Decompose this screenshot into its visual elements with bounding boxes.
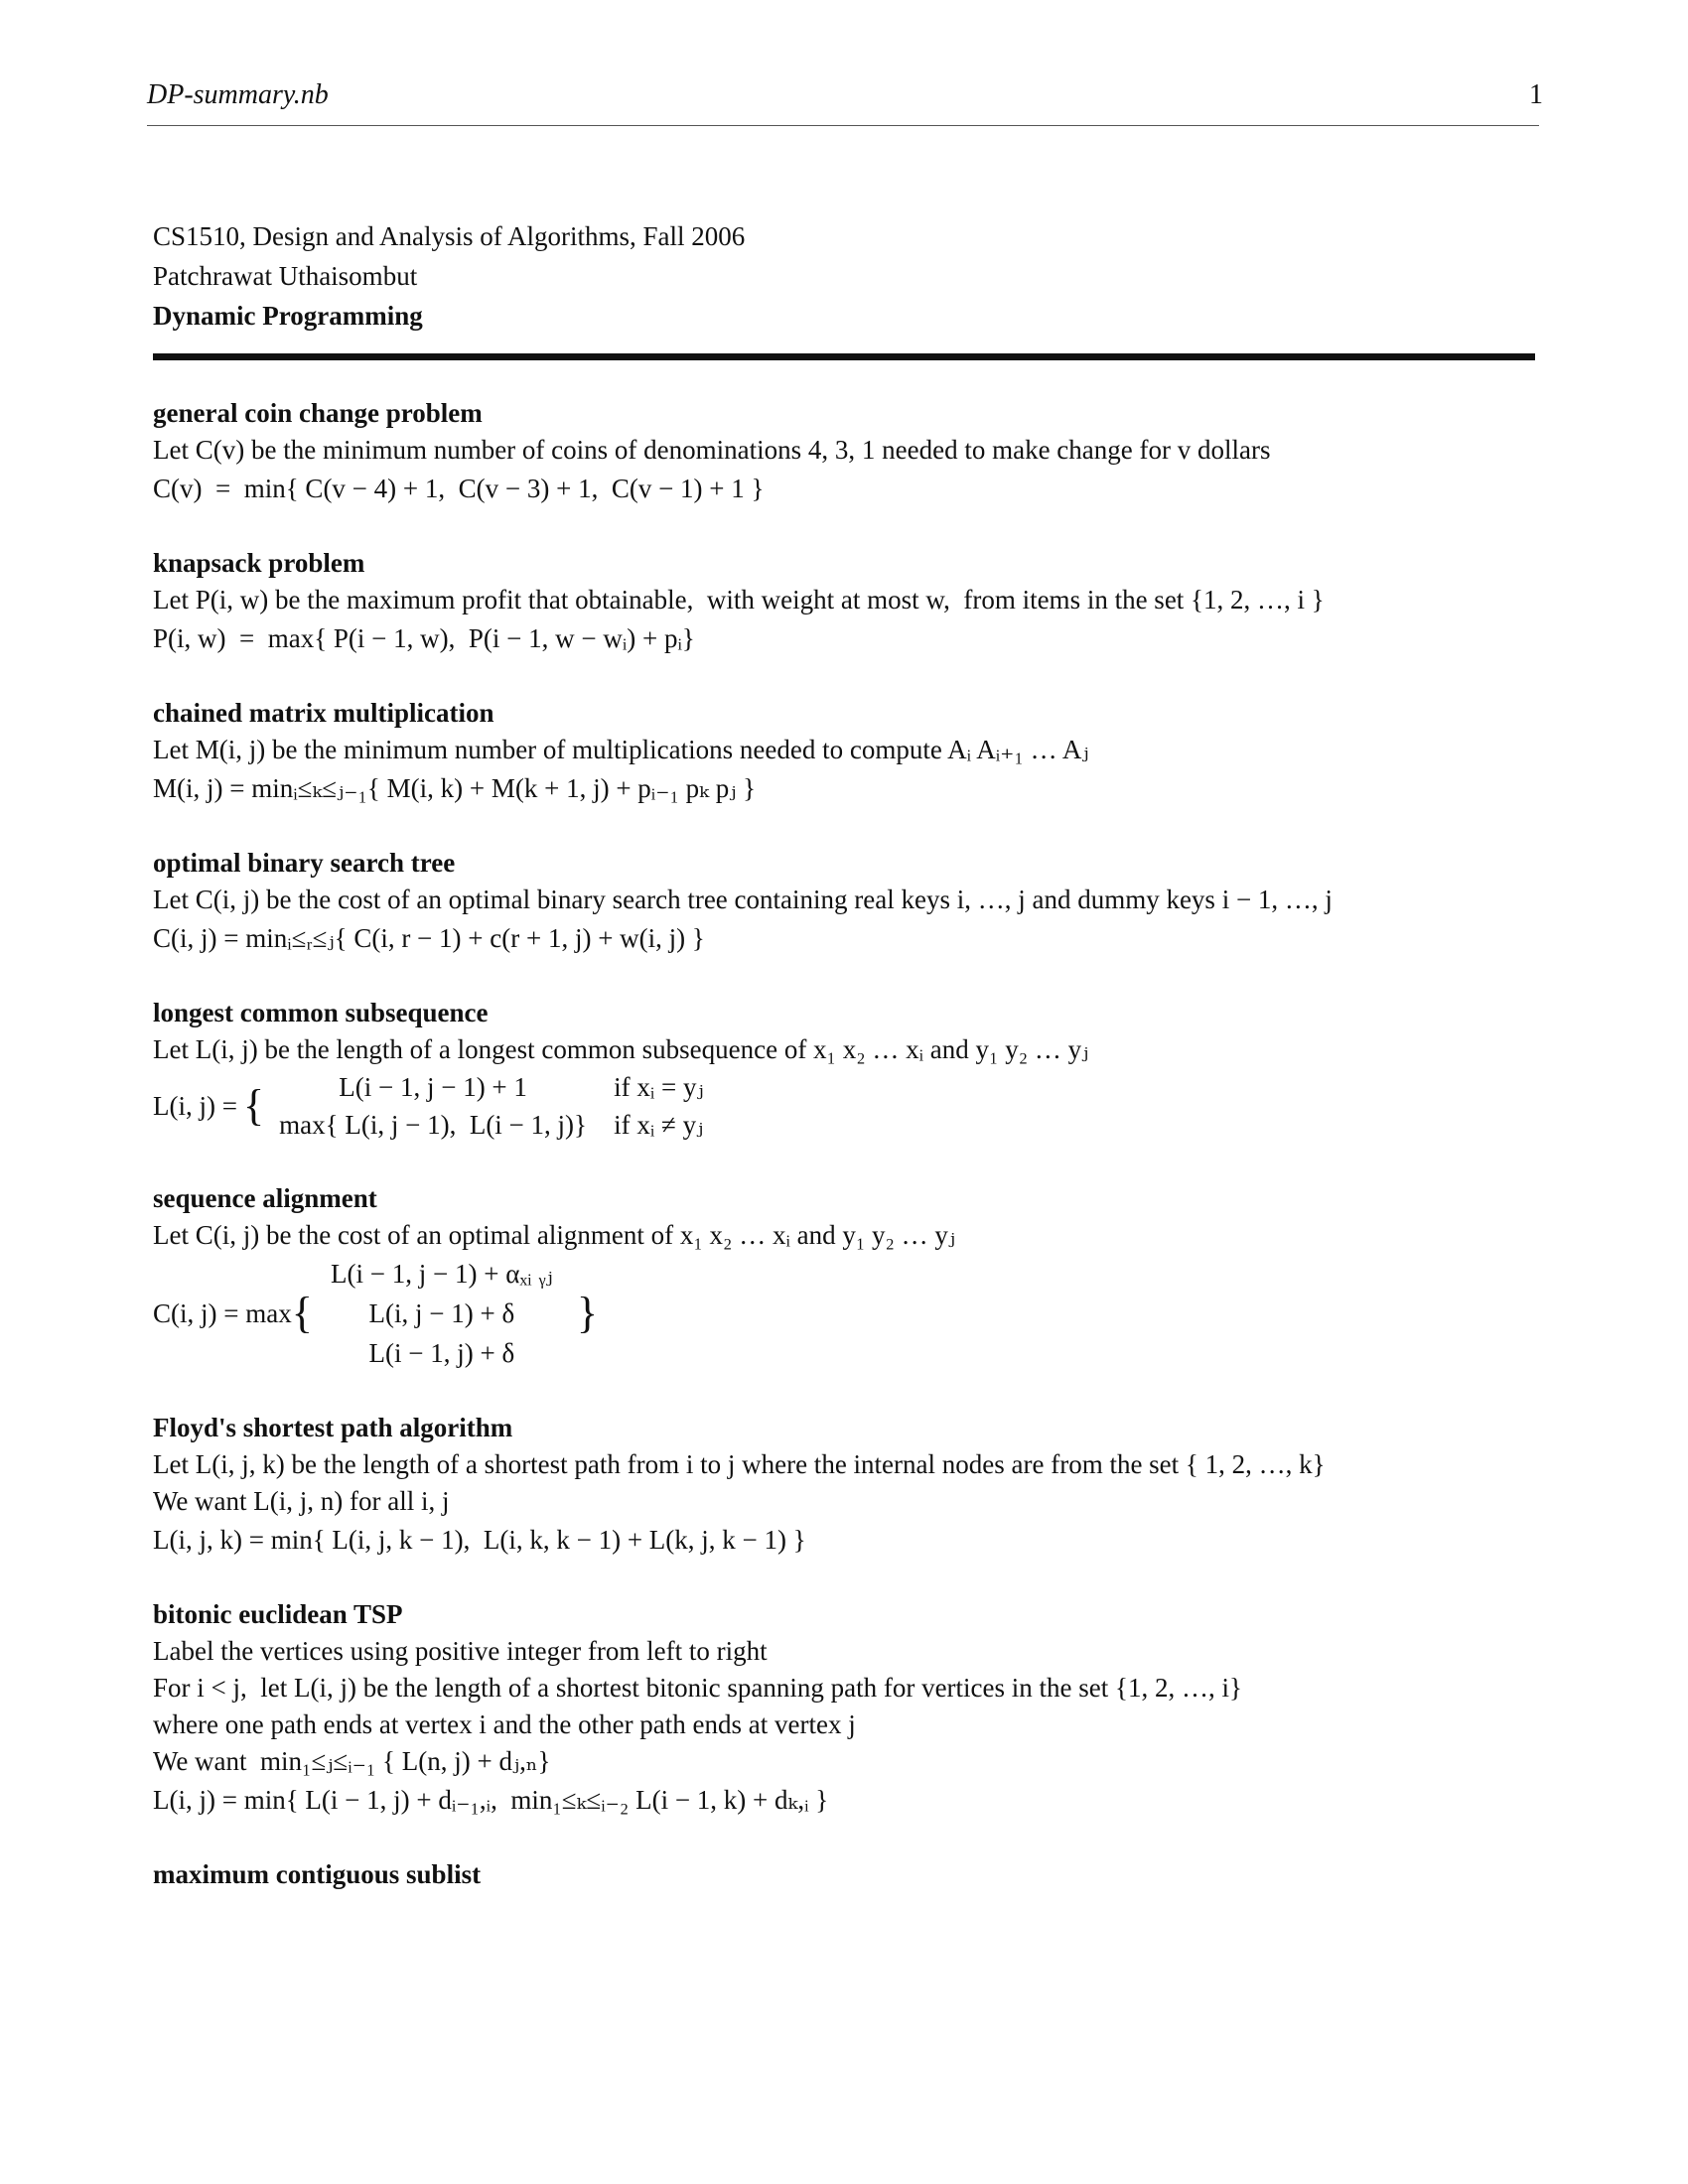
section-title: optimal binary search tree <box>153 848 456 878</box>
case-condition: if xᵢ ≠ yⱼ <box>614 1110 704 1140</box>
section-title: maximum contiguous sublist <box>153 1859 482 1889</box>
header-title: DP-summary.nb <box>147 79 329 110</box>
title-divider <box>153 353 1535 360</box>
formula-lhs: C(i, j) = max <box>153 1297 292 1328</box>
left-brace: { <box>291 1289 313 1337</box>
section-title: knapsack problem <box>153 548 365 578</box>
section-title: Floyd's shortest path algorithm <box>153 1413 513 1442</box>
document-body <box>153 395 1543 1930</box>
alignment-option: L(i − 1, j − 1) + αₓᵢ ᵧⱼ <box>331 1259 553 1289</box>
definition-text: Let C(i, j) be the cost of an optimal alignment of x₁ x₂ … xᵢ and y₁ y₂ … yⱼ <box>153 1220 956 1250</box>
definition-text: Let C(v) be the minimum number of coins of denominations 4, 3, 1 needed to make change for v dollars <box>153 435 1271 465</box>
section-title: chained matrix multiplication <box>153 698 494 728</box>
description-line: Label the vertices using positive integer from left to right <box>153 1636 768 1666</box>
case-row <box>264 1106 704 1144</box>
case-expression: max{ L(i, j − 1), L(i − 1, j)} <box>279 1110 587 1140</box>
left-brace: { <box>242 1081 265 1130</box>
alignment-options <box>313 1254 571 1373</box>
section-matrix-chain <box>153 695 1543 808</box>
section-floyd <box>153 1410 1543 1560</box>
page-number: 1 <box>1529 79 1543 110</box>
description-line: where one path ends at vertex i and the other path ends at vertex j <box>153 1709 856 1739</box>
definition-text: Let C(i, j) be the cost of an optimal binary search tree containing real keys i, …, j and dummy keys i − 1, …, j <box>153 885 1333 914</box>
section-bitonic-tsp <box>153 1596 1543 1820</box>
section-optimal-bst <box>153 845 1543 958</box>
section-title: longest common subsequence <box>153 998 489 1027</box>
case-condition: if xᵢ = yⱼ <box>614 1072 704 1102</box>
definition-text: Let L(i, j, k) be the length of a shortest path from i to j where the internal nodes are from the set { 1, 2, …, k} <box>153 1449 1326 1479</box>
section-max-sublist <box>153 1856 1543 1893</box>
recurrence-formula: L(i, j) = min{ L(i − 1, j) + dᵢ₋₁,ᵢ, min₁≤ₖ≤ᵢ₋₂ L(i − 1, k) + dₖ,ᵢ } <box>153 1785 829 1815</box>
case-row <box>264 1068 704 1106</box>
alignment-formula <box>153 1254 1543 1373</box>
goal-text: We want min₁≤ⱼ≤ᵢ₋₁ { L(n, j) + dⱼ,ₙ} <box>153 1746 551 1776</box>
section-sequence-alignment <box>153 1180 1543 1373</box>
definition-text: For i < j, let L(i, j) be the length of a shortest bitonic spanning path for vertices in the set {1, 2, …, i} <box>153 1673 1242 1703</box>
author-name: Patchrawat Uthaisombut <box>153 261 418 291</box>
recurrence-formula: C(i, j) = minᵢ≤ᵣ≤ⱼ{ C(i, r − 1) + c(r + 1, j) + w(i, j) } <box>153 923 705 953</box>
section-title: bitonic euclidean TSP <box>153 1599 403 1629</box>
definition-text: Let M(i, j) be the minimum number of multiplications needed to compute Aᵢ Aᵢ₊₁ … Aⱼ <box>153 735 1089 764</box>
recurrence-formula: C(v) = min{ C(v − 4) + 1, C(v − 3) + 1, C(v − 1) + 1 } <box>153 474 765 503</box>
section-title: sequence alignment <box>153 1183 377 1213</box>
piecewise-formula <box>153 1068 1543 1144</box>
document-topic: Dynamic Programming <box>153 301 423 331</box>
definition-text: Let L(i, j) be the length of a longest common subsequence of x₁ x₂ … xᵢ and y₁ y₂ … yⱼ <box>153 1034 1089 1064</box>
alignment-option: L(i − 1, j) + δ <box>368 1338 515 1368</box>
recurrence-formula: P(i, w) = max{ P(i − 1, w), P(i − 1, w − wᵢ) + pᵢ} <box>153 623 695 653</box>
alignment-option: L(i, j − 1) + δ <box>368 1298 515 1328</box>
section-coin-change <box>153 395 1543 508</box>
recurrence-formula: M(i, j) = minᵢ≤ₖ≤ⱼ₋₁{ M(i, k) + M(k + 1, j) + pᵢ₋₁ pₖ pⱼ } <box>153 773 757 803</box>
case-rows <box>264 1068 704 1144</box>
section-title: general coin change problem <box>153 398 483 428</box>
formula-lhs: L(i, j) = <box>153 1090 237 1121</box>
recurrence-formula: L(i, j, k) = min{ L(i, j, k − 1), L(i, k, k − 1) + L(k, j, k − 1) } <box>153 1525 806 1555</box>
section-lcs <box>153 995 1543 1144</box>
definition-text: Let P(i, w) be the maximum profit that obtainable, with weight at most w, from items in the set {1, 2, …, i } <box>153 585 1325 614</box>
section-knapsack <box>153 545 1543 658</box>
right-brace: } <box>576 1289 598 1337</box>
header-divider <box>147 125 1539 126</box>
course-title: CS1510, Design and Analysis of Algorithms, Fall 2006 <box>153 221 746 251</box>
goal-text: We want L(i, j, n) for all i, j <box>153 1486 450 1516</box>
case-expression: L(i − 1, j − 1) + 1 <box>339 1072 527 1102</box>
